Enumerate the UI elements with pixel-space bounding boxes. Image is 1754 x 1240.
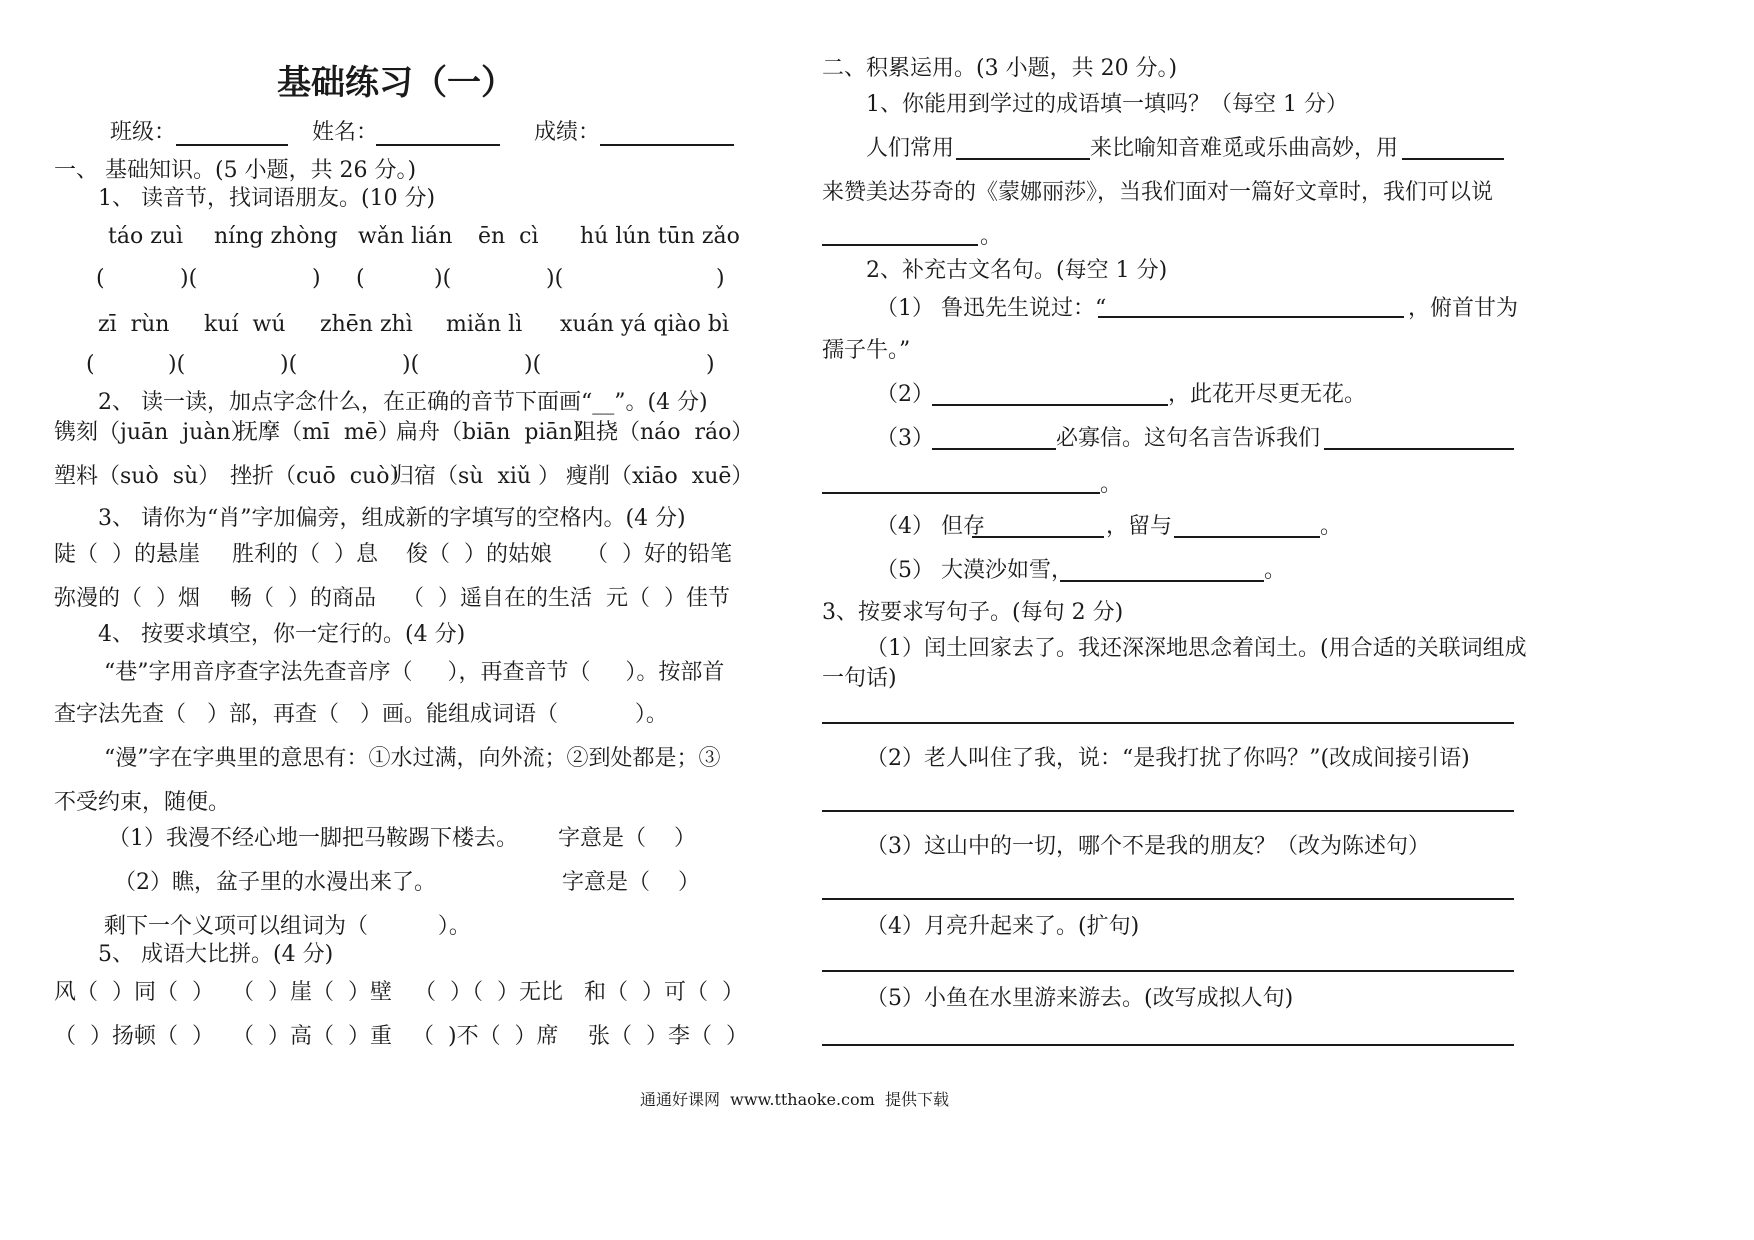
- question-3: 3、 请你为“肖”字加偏旁，组成新的字填写的空格内。(4 分): [98, 506, 686, 531]
- r3-prompt: 一句话): [822, 666, 897, 691]
- r2-text: （4） 但存: [876, 514, 985, 539]
- r1-blank[interactable]: [1402, 158, 1504, 160]
- r2-blank[interactable]: [822, 492, 1100, 494]
- question-2: 2、 读一读，加点字念什么，在正确的音节下面画“__”。(4 分): [98, 390, 708, 415]
- answer-paren[interactable]: (: [356, 266, 365, 291]
- pinyin: zī rùn: [98, 312, 170, 337]
- pinyin: miǎn lì: [446, 312, 523, 337]
- pinyin: hú lún tūn zǎo: [580, 224, 740, 249]
- q2-item: 瘦削（xiāo xuē）: [566, 464, 754, 489]
- idiom-item[interactable]: （ ）扬顿（ ）: [54, 1024, 214, 1049]
- r-question-1: 1、你能用到学过的成语填一填吗？（每空 1 分）: [866, 92, 1348, 117]
- answer-paren[interactable]: )(: [168, 352, 186, 377]
- answer-paren[interactable]: (: [86, 352, 95, 377]
- r2-text: 。: [1100, 472, 1123, 497]
- q3-item[interactable]: 陡（ ）的悬崖: [54, 542, 200, 567]
- answer-paren[interactable]: ): [716, 266, 725, 291]
- r-question-2: 2、补充古文名句。(每空 1 分): [866, 258, 1168, 283]
- question-4: 4、 按要求填空，你一定行的。(4 分): [98, 622, 466, 647]
- r-question-3: 3、按要求写句子。(每句 2 分): [822, 600, 1124, 625]
- pinyin: táo zuì: [108, 224, 183, 249]
- name-label: 姓名：: [312, 120, 379, 145]
- idiom-item[interactable]: （ ）高（ ）重: [232, 1024, 392, 1049]
- question-5: 5、 成语大比拼。(4 分): [98, 942, 334, 967]
- q2-item: 挫折（cuō cuò）: [230, 464, 412, 489]
- r2-blank[interactable]: [972, 536, 1104, 538]
- r1-text: 人们常用: [866, 136, 955, 161]
- pinyin: kuí wú: [204, 312, 286, 337]
- r3-prompt: （3）这山中的一切，哪个不是我的朋友？（改为陈述句）: [866, 834, 1430, 859]
- score-blank[interactable]: [600, 144, 734, 146]
- pinyin: ēn cì: [478, 224, 539, 249]
- r1-blank[interactable]: [822, 244, 978, 246]
- r2-text: ，此花开尽更无花。: [1168, 382, 1367, 407]
- r1-text: 来比喻知音难觅或乐曲高妙，用: [1090, 136, 1399, 161]
- q3-item[interactable]: 俊（ ）的姑娘: [406, 542, 552, 567]
- r2-text: （5） 大漠沙如雪，: [876, 558, 1073, 583]
- r2-blank[interactable]: [1174, 536, 1320, 538]
- score-label: 成绩：: [534, 120, 601, 145]
- class-label: 班级：: [110, 120, 177, 145]
- r3-answer-line[interactable]: [822, 1044, 1514, 1046]
- r2-text: 孺子牛。”: [822, 338, 911, 363]
- r3-answer-line[interactable]: [822, 722, 1514, 724]
- answer-paren[interactable]: ): [312, 266, 321, 291]
- idiom-item[interactable]: （ ）崖（ ）壁: [232, 980, 392, 1005]
- r1-text: 来赞美达芬奇的《蒙娜丽莎》，当我们面对一篇好文章时，我们可以说: [822, 180, 1494, 205]
- q4-para: 不受约束，随便。: [54, 790, 231, 815]
- section-2-heading: 二、积累运用。(3 小题，共 20 分。): [822, 56, 1178, 81]
- r2-blank[interactable]: [1098, 316, 1404, 318]
- answer-paren[interactable]: )(: [434, 266, 452, 291]
- r2-text: 。: [1320, 514, 1343, 539]
- q4-sentence[interactable]: 剩下一个义项可以组词为（ ）。: [104, 914, 471, 939]
- answer-paren[interactable]: )(: [180, 266, 198, 291]
- question-1: 1、 读音节，找词语朋友。(10 分): [98, 186, 436, 211]
- r2-text: （1） 鲁迅先生说过：“: [876, 296, 1107, 321]
- idiom-item[interactable]: （ )不（ ）席: [412, 1024, 559, 1049]
- r2-text: （3）: [876, 426, 934, 451]
- r3-prompt: （1）闰土回家去了。我还深深地思念着闰土。(用合适的关联词组成: [866, 636, 1527, 661]
- answer-paren[interactable]: )(: [280, 352, 298, 377]
- page-title: 基础练习（一）: [277, 63, 515, 103]
- q4-sentence: （2）瞧，盆子里的水漫出来了。: [114, 870, 436, 895]
- pinyin: níng zhòng: [214, 224, 338, 249]
- q4-para: 查字法先查（ ）部，再查（ ）画。能组成词语（ ）。: [54, 702, 668, 727]
- section-1-heading: 一、 基础知识。(5 小题，共 26 分。): [54, 158, 417, 183]
- r2-blank[interactable]: [932, 448, 1056, 450]
- q2-item: 扁舟（biān piān）: [396, 420, 595, 445]
- answer-paren[interactable]: )(: [524, 352, 542, 377]
- q3-item[interactable]: 胜利的（ ）息: [232, 542, 378, 567]
- q2-item: 归宿（sù xiǔ ）: [392, 464, 561, 489]
- r3-prompt: （5）小鱼在水里游来游去。(改写成拟人句): [866, 986, 1294, 1011]
- r2-text: 必寡信。这句名言告诉我们: [1056, 426, 1321, 451]
- answer-paren[interactable]: )(: [546, 266, 564, 291]
- pinyin: wǎn lián: [358, 224, 453, 249]
- r2-blank[interactable]: [1060, 580, 1264, 582]
- r3-prompt: （2）老人叫住了我，说：“是我打扰了你吗？”(改成间接引语): [866, 746, 1470, 771]
- q2-item: 抚摩（mī mē）: [236, 420, 400, 445]
- q2-item: 塑料（suò sù）: [54, 464, 221, 489]
- r2-text: （2）: [876, 382, 934, 407]
- idiom-item[interactable]: 风（ ）同（ ）: [54, 980, 214, 1005]
- pinyin: xuán yá qiào bì: [560, 312, 729, 337]
- answer-paren[interactable]: (: [96, 266, 105, 291]
- name-blank[interactable]: [376, 144, 500, 146]
- q4-para: “漫”字在字典里的意思有：①水过满，向外流；②到处都是；③: [104, 746, 721, 771]
- idiom-item[interactable]: 张（ ）李（ ）: [588, 1024, 748, 1049]
- q4-answer[interactable]: 字意是（ ）: [562, 870, 700, 895]
- q4-sentence: （1）我漫不经心地一脚把马鞍踢下楼去。: [108, 826, 518, 851]
- q3-item[interactable]: 弥漫的（ ）烟: [54, 586, 200, 611]
- r3-answer-line[interactable]: [822, 898, 1514, 900]
- r3-answer-line[interactable]: [822, 810, 1514, 812]
- q4-para: “巷”字用音序查字法先查音序（ ），再查音节（ ）。按部首: [104, 660, 725, 685]
- footer-text: 通通好课网 www.tthaoke.com 提供下载: [640, 1090, 949, 1109]
- r3-answer-line[interactable]: [822, 970, 1514, 972]
- idiom-item[interactable]: （ ）（ ）无比: [414, 980, 563, 1005]
- q2-item: 镌刻（juān juàn）: [54, 420, 253, 445]
- r1-text: 。: [980, 224, 1003, 249]
- r2-text: 。: [1264, 558, 1287, 583]
- idiom-item[interactable]: 和（ ）可（ ）: [584, 980, 744, 1005]
- q3-item[interactable]: 元（ ）佳节: [606, 586, 730, 611]
- q3-item[interactable]: 畅（ ）的商品: [230, 586, 376, 611]
- r2-text: ，俯首甘为: [1408, 296, 1519, 321]
- r2-blank[interactable]: [932, 404, 1168, 406]
- q3-item[interactable]: （ ）遥自在的生活: [402, 586, 592, 611]
- r2-blank[interactable]: [1324, 448, 1514, 450]
- q3-item[interactable]: （ ）好的铅笔: [586, 542, 732, 567]
- q2-item: 阻挠（náo ráo）: [574, 420, 754, 445]
- answer-paren[interactable]: )(: [402, 352, 420, 377]
- r1-blank[interactable]: [956, 158, 1090, 160]
- class-blank[interactable]: [176, 144, 288, 146]
- answer-paren[interactable]: ): [706, 352, 715, 377]
- pinyin: zhēn zhì: [320, 312, 413, 337]
- r2-text: ，留与: [1106, 514, 1173, 539]
- r3-prompt: （4）月亮升起来了。(扩句): [866, 914, 1140, 939]
- q4-answer[interactable]: 字意是（ ）: [558, 826, 696, 851]
